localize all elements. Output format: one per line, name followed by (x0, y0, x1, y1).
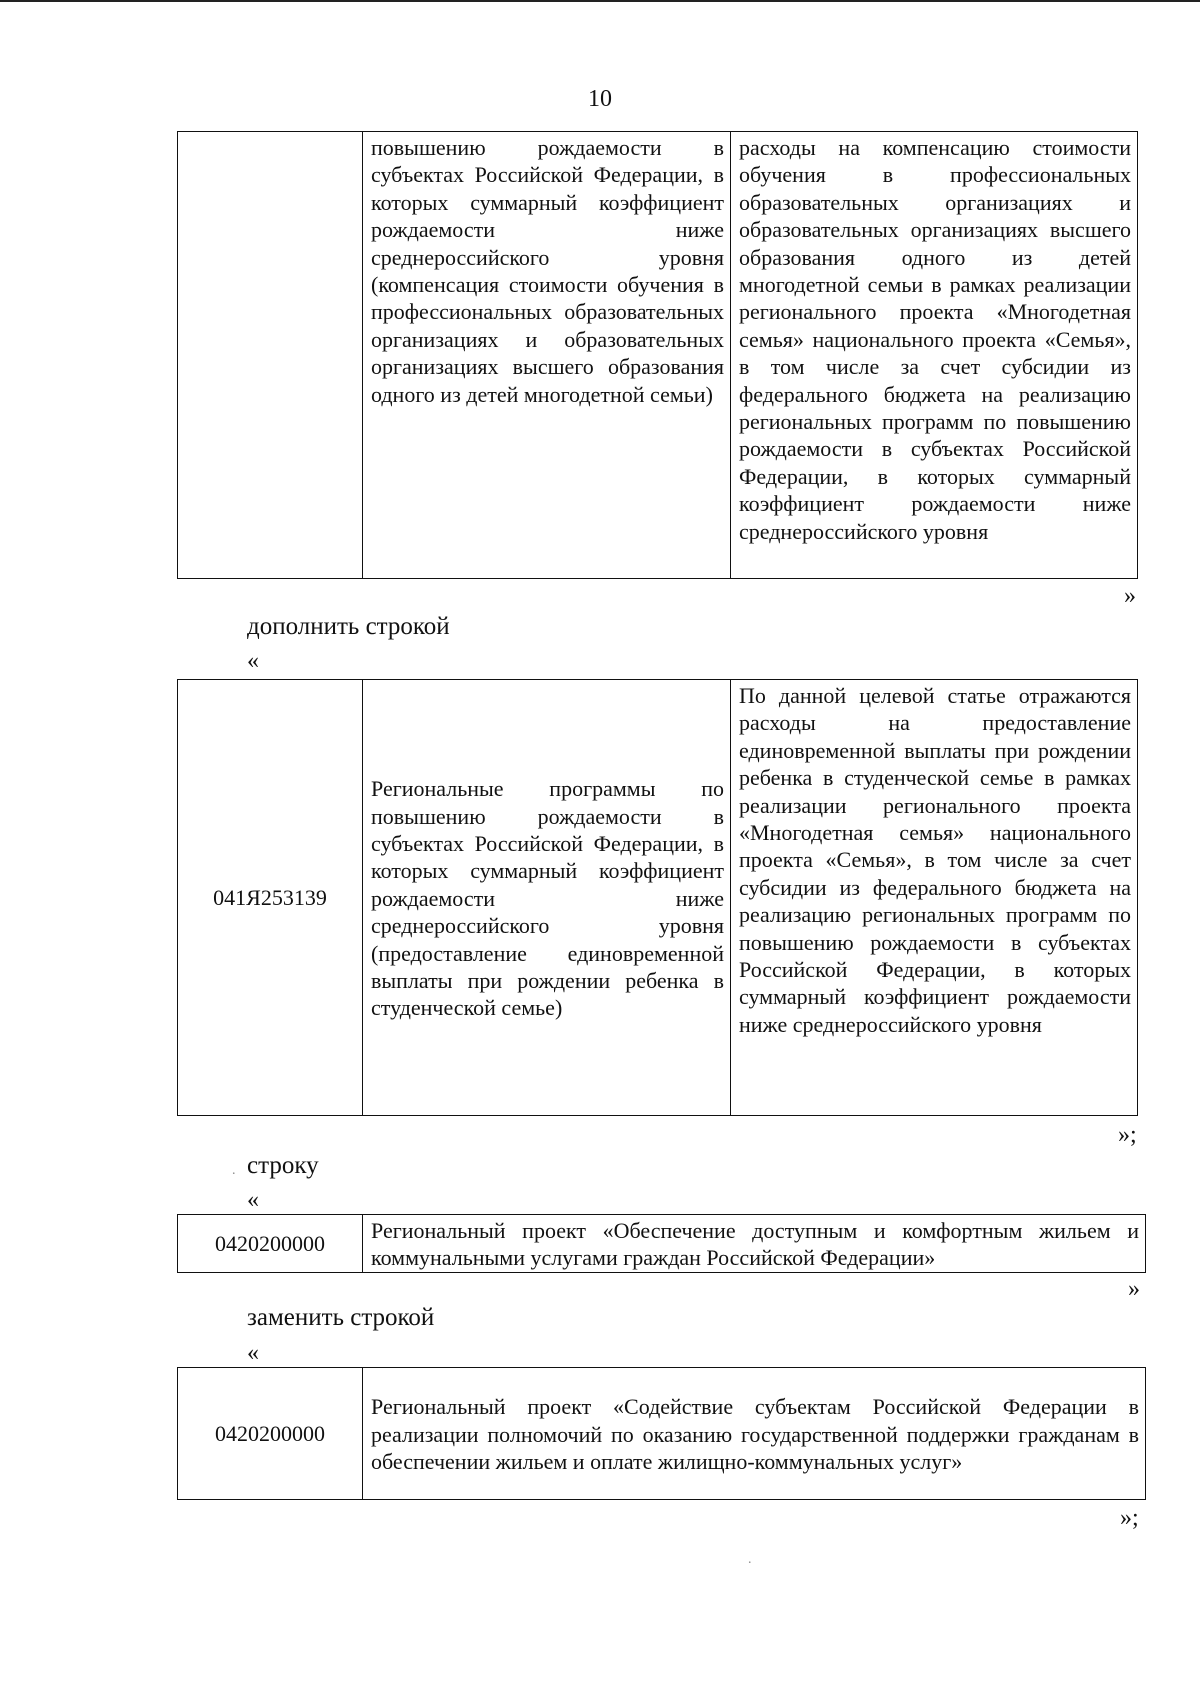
instruction-row: строку (247, 1152, 319, 1179)
name-cell (363, 1215, 1146, 1273)
description-cell (731, 680, 1138, 1116)
name-cell (363, 1368, 1146, 1500)
code-cell: 0420200000 (178, 1368, 363, 1500)
closing-quote: » (1128, 1276, 1140, 1302)
table-row (178, 132, 1138, 579)
original-row-table (177, 1214, 1146, 1273)
closing-quote: » (1124, 583, 1136, 609)
instruction-add-row: дополнить строкой (247, 613, 450, 640)
table-row (178, 680, 1138, 1116)
page-number: 10 (588, 86, 612, 112)
continuation-table (177, 131, 1138, 579)
scan-speck: . (748, 1552, 752, 1567)
description-cell (731, 132, 1138, 579)
closing-quote: »; (1120, 1505, 1139, 1531)
code-cell: 0420200000 (178, 1215, 363, 1273)
added-row-table (177, 679, 1138, 1116)
closing-quote: »; (1118, 1122, 1137, 1148)
name-text: Региональный проект «Содействие субъектам Российской Федерации в реализации полномочий по оказанию государственной поддержки гражданам в обеспечении жильем и оплате жилищно-коммунальных услуг» (371, 1394, 1139, 1475)
name-text: Региональные программы по повышению рождаемости в субъектах Российской Федерации, в которых суммарный коэффициент рождаемости ниже среднероссийского уровня (предоставление единовременной выплаты при рождении ребенка в студенческой семье) (371, 776, 724, 1021)
scan-speck: . (232, 1163, 236, 1178)
opening-quote: « (247, 648, 259, 674)
instruction-replace-row: заменить строкой (247, 1304, 435, 1331)
name-text: Региональный проект «Обеспечение доступным и комфортным жильем и коммунальными услугами граждан Российской Федерации» (371, 1218, 1139, 1271)
opening-quote: « (247, 1340, 259, 1366)
code-cell: 041Я253139 (178, 680, 363, 1116)
name-text: повышению рождаемости в субъектах Российской Федерации, в которых суммарный коэффициент рождаемости ниже среднероссийского уровня (компенсация стоимости обучения в профессиональных образовательных организациях и образовательных организациях высшего образования одного из детей многодетной семьи) (371, 135, 724, 407)
replacement-row-table (177, 1367, 1146, 1500)
table-row (178, 1368, 1146, 1500)
name-cell (363, 680, 731, 1116)
top-border-line (0, 0, 1200, 2)
description-text: По данной целевой статье отражаются расходы на предоставление единовременной выплаты при рождении ребенка в студенческой семье в рамках реализации регионального проекта «Многодетная семья» национального проекта «Семья», в том числе за счет субсидии из федерального бюджета на реализацию региональных программ по повышению рождаемости в субъектах Российской Федерации, в которых суммарный коэффициент рождаемости ниже среднероссийского уровня (739, 683, 1131, 1037)
name-cell (363, 132, 731, 579)
description-text: расходы на компенсацию стоимости обучения в профессиональных образовательных организациях и образовательных организациях высшего образования одного из детей многодетной семьи в рамках реализации регионального проекта «Многодетная семья» национального проекта «Семья», в том числе за счет субсидии из федерального бюджета на реализацию региональных программ по повышению рождаемости в субъектах Российской Федерации, в которых суммарный коэффициент рождаемости ниже среднероссийского уровня (739, 135, 1131, 544)
code-cell (178, 132, 363, 579)
opening-quote: « (247, 1187, 259, 1213)
table-row (178, 1215, 1146, 1273)
